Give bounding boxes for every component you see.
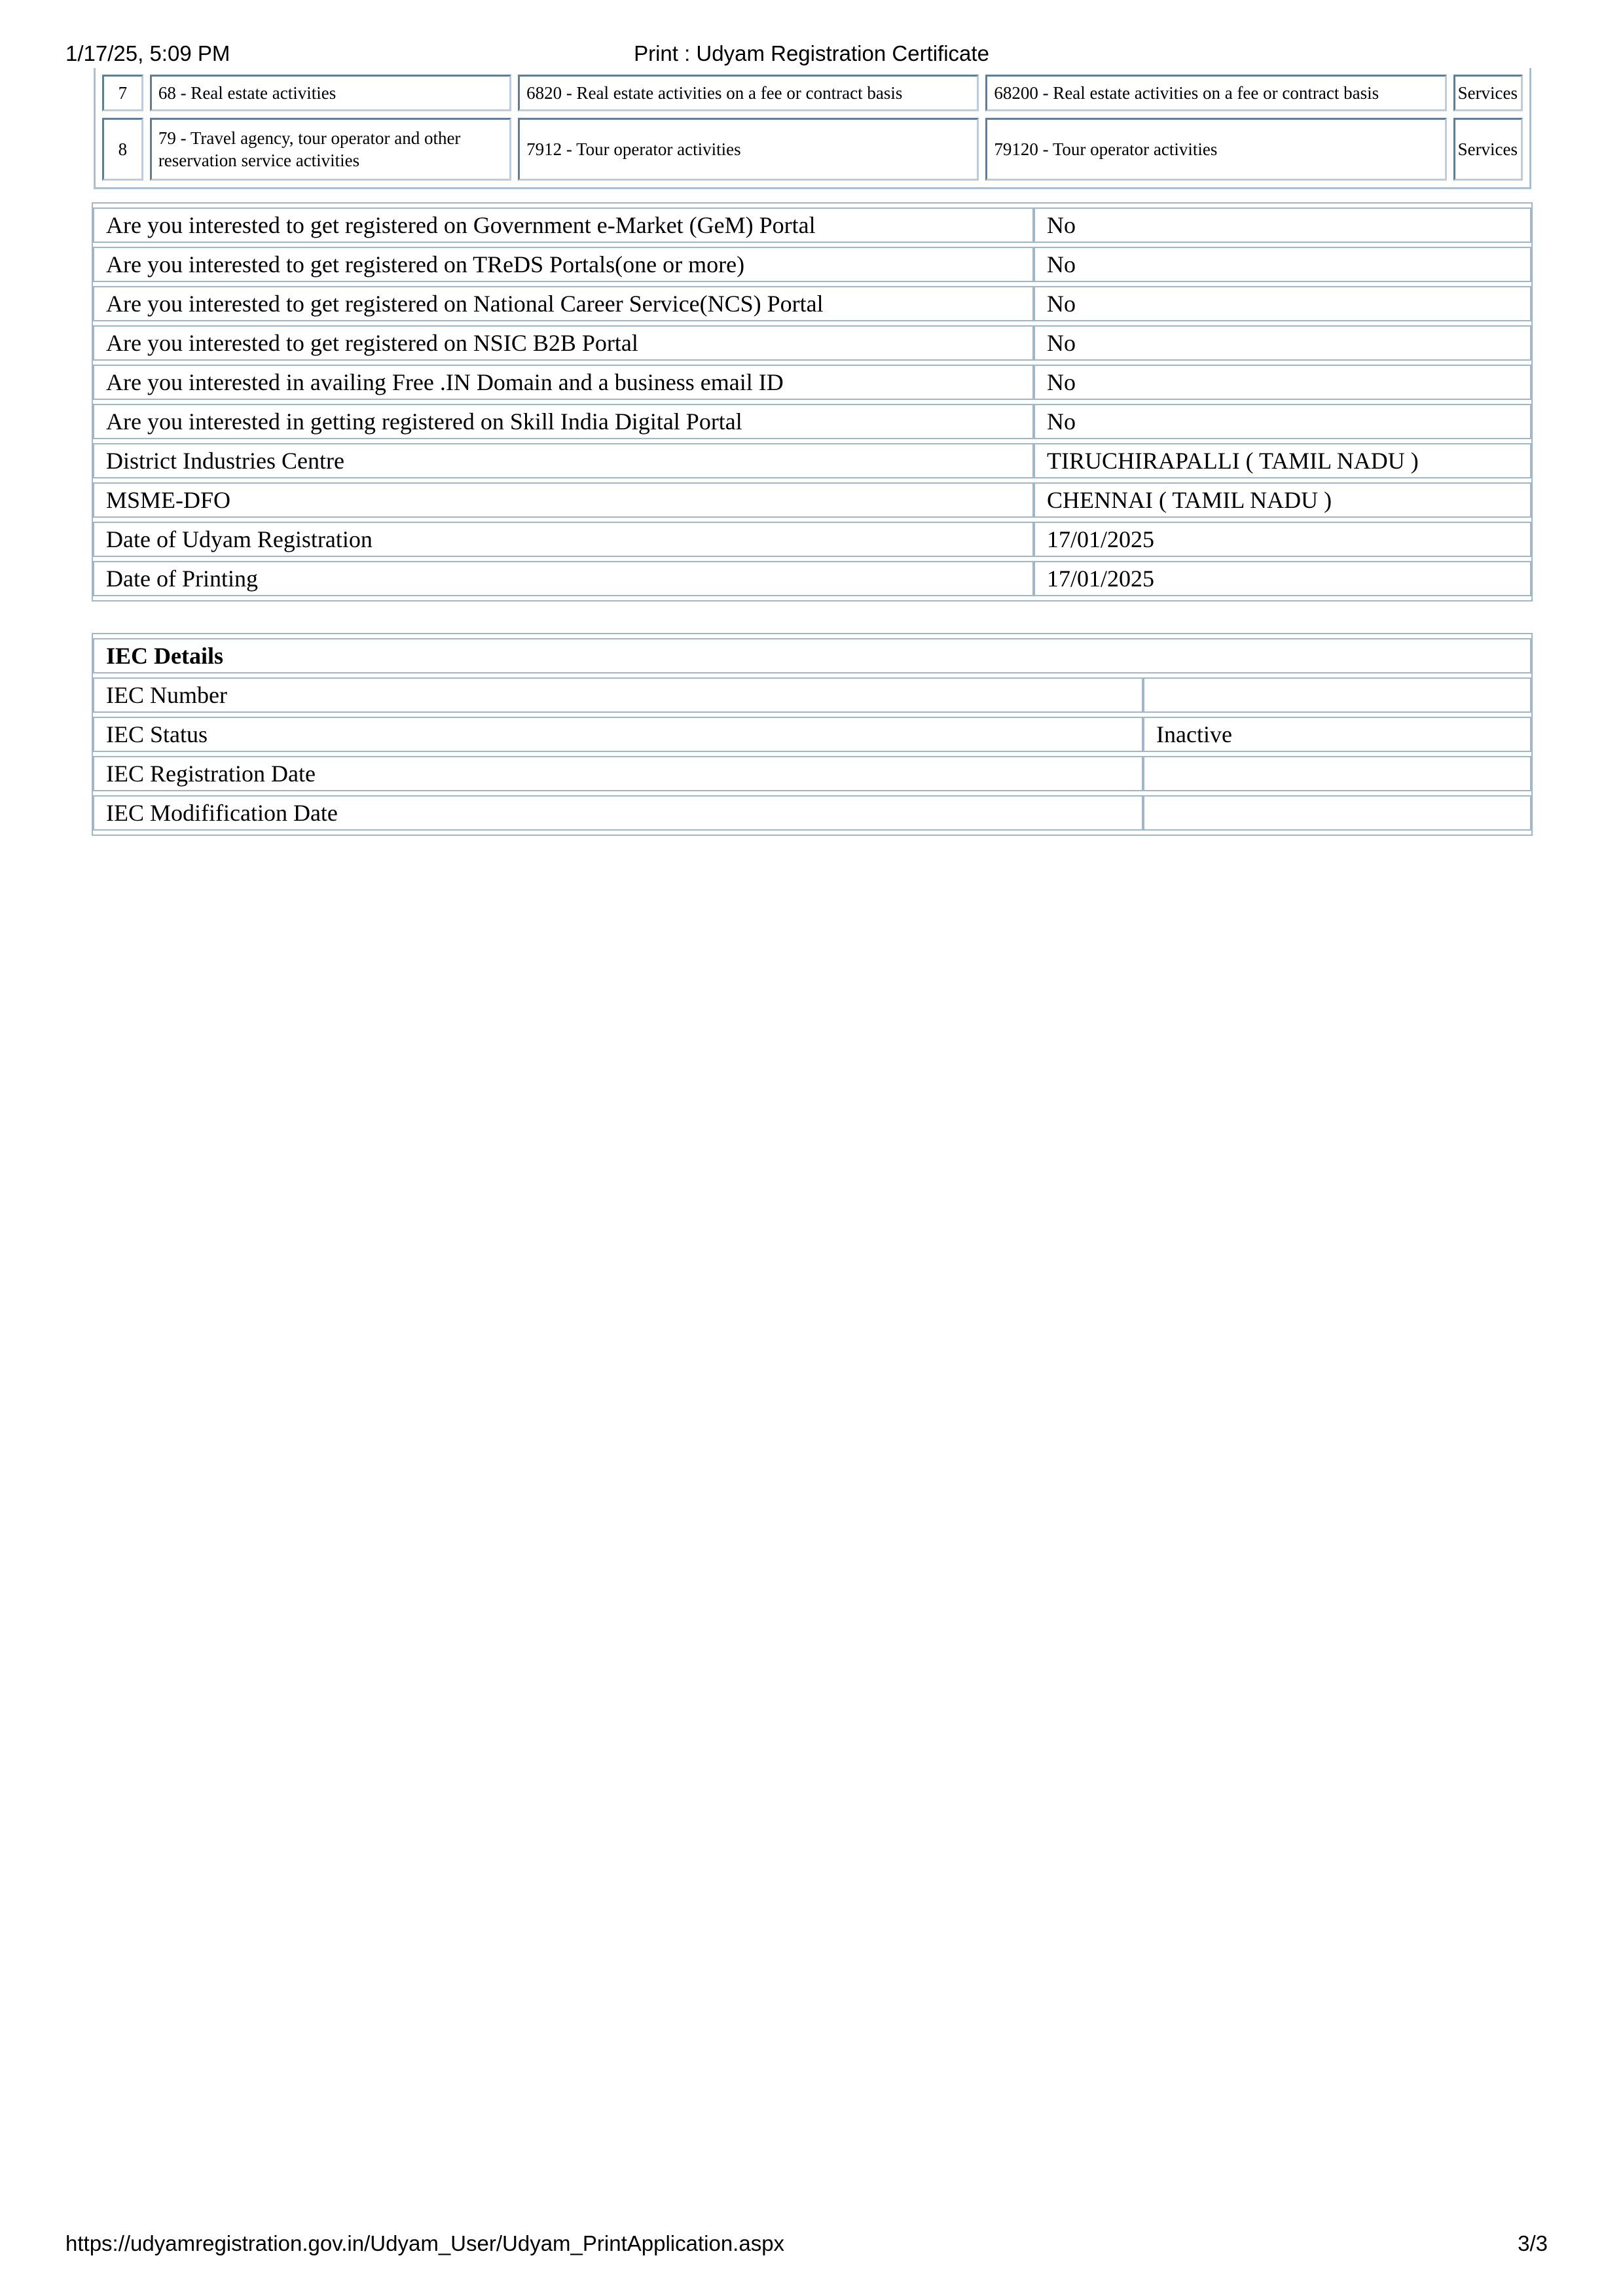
detail-row (93, 404, 1531, 439)
detail-value: 17/01/2025 (1034, 561, 1531, 596)
detail-value: No (1034, 404, 1531, 439)
activity-nic5: 68200 - Real estate activities on a fee or contract basis (985, 75, 1446, 111)
activity-sno: 8 (102, 118, 143, 181)
iec-row (93, 795, 1531, 831)
detail-label: Are you interested to get registered on TReDS Portals(one or more) (93, 247, 1034, 282)
detail-row (93, 365, 1531, 400)
registration-details-table (92, 202, 1533, 601)
detail-row (93, 247, 1531, 282)
detail-value: No (1034, 247, 1531, 282)
iec-label: IEC Registration Date (93, 756, 1143, 791)
activity-nic4: 7912 - Tour operator activities (518, 118, 979, 181)
detail-value: CHENNAI ( TAMIL NADU ) (1034, 482, 1531, 518)
iec-value (1143, 756, 1531, 791)
activity-row (102, 75, 1523, 111)
detail-label: Are you interested in getting registered on Skill India Digital Portal (93, 404, 1034, 439)
iec-label: IEC Number (93, 677, 1143, 713)
detail-row (93, 522, 1531, 557)
detail-label: District Industries Centre (93, 443, 1034, 478)
detail-row (93, 482, 1531, 518)
activity-nic2: 79 - Travel agency, tour operator and other reservation service activities (150, 118, 511, 181)
detail-row (93, 443, 1531, 478)
activity-nic5: 79120 - Tour operator activities (985, 118, 1446, 181)
detail-value: TIRUCHIRAPALLI ( TAMIL NADU ) (1034, 443, 1531, 478)
print-title: Print : Udyam Registration Certificate (634, 41, 989, 65)
detail-label: Are you interested to get registered on Government e-Market (GeM) Portal (93, 207, 1034, 243)
detail-label: Are you interested in availing Free .IN Domain and a business email ID (93, 365, 1034, 400)
detail-row (93, 325, 1531, 361)
iec-row (93, 756, 1531, 791)
detail-value: No (1034, 325, 1531, 361)
detail-value: No (1034, 207, 1531, 243)
footer-page-number: 3/3 (1518, 2231, 1548, 2255)
detail-value: 17/01/2025 (1034, 522, 1531, 557)
detail-label: MSME-DFO (93, 482, 1034, 518)
iec-row (93, 677, 1531, 713)
iec-row (93, 717, 1531, 752)
activity-nic4: 6820 - Real estate activities on a fee or contract basis (518, 75, 979, 111)
detail-label: Are you interested to get registered on National Career Service(NCS) Portal (93, 286, 1034, 321)
detail-value: No (1034, 365, 1531, 400)
iec-label: IEC Status (93, 717, 1143, 752)
detail-row (93, 286, 1531, 321)
detail-row (93, 561, 1531, 596)
print-datetime: 1/17/25, 5:09 PM (65, 41, 230, 65)
iec-value (1143, 795, 1531, 831)
print-header (65, 41, 1558, 67)
detail-label: Date of Udyam Registration (93, 522, 1034, 557)
footer-url: https://udyamregistration.gov.in/Udyam_User/Udyam_PrintApplication.aspx (65, 2231, 785, 2255)
iec-details-title: IEC Details (93, 638, 1531, 673)
activity-category: Services (1453, 75, 1523, 111)
activity-nic2: 68 - Real estate activities (150, 75, 511, 111)
iec-label: IEC Modifification Date (93, 795, 1143, 831)
iec-value (1143, 677, 1531, 713)
detail-label: Are you interested to get registered on NSIC B2B Portal (93, 325, 1034, 361)
iec-header-row (93, 638, 1531, 673)
activity-row (102, 118, 1523, 181)
detail-value: No (1034, 286, 1531, 321)
print-footer (65, 2231, 1558, 2257)
detail-row (93, 207, 1531, 243)
activities-table (94, 68, 1531, 189)
iec-details-table (92, 633, 1533, 836)
activity-sno: 7 (102, 75, 143, 111)
activity-category: Services (1453, 118, 1523, 181)
detail-label: Date of Printing (93, 561, 1034, 596)
iec-value: Inactive (1143, 717, 1531, 752)
